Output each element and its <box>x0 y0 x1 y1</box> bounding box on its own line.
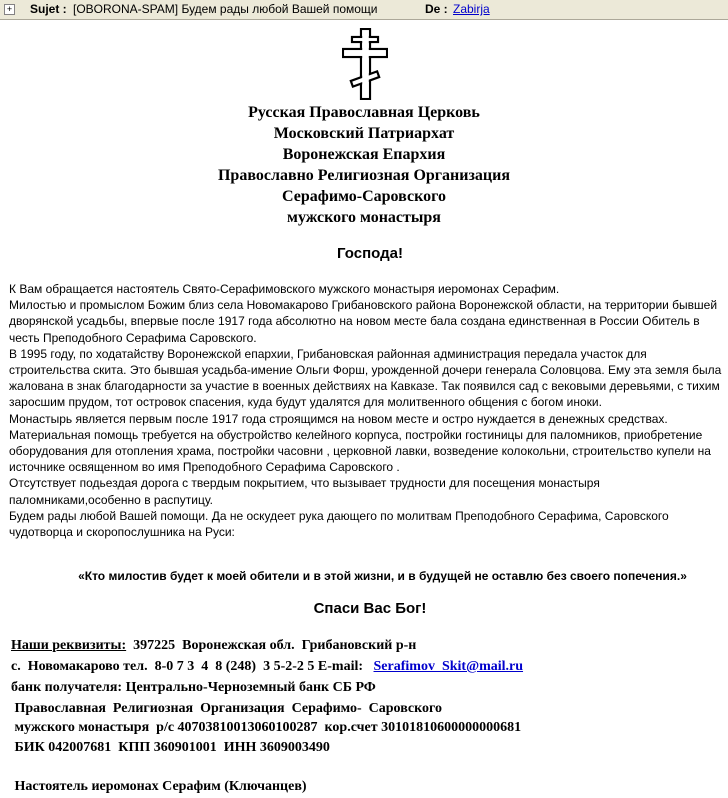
requisites-address: 397225 Воронежская обл. Грибановский р-н <box>126 638 417 653</box>
letter-body <box>9 281 724 540</box>
org-line: Русская Православная Церковь <box>248 104 480 121</box>
greeting-heading: Господа! <box>337 245 403 262</box>
requisites-line-2 <box>11 659 523 675</box>
signature: Настоятель иеромонах Серафим (Ключанцев) <box>11 779 307 794</box>
quote-text: «Кто милостив будет к моей обители и в этой жизни, и в будущей не оставлю без своего попечения.» <box>78 569 687 583</box>
subject-text: [OBORONA-SPAM] Будем рады любой Вашей помощи <box>73 2 378 16</box>
expand-icon[interactable]: + <box>4 4 15 15</box>
email-link[interactable]: Serafimov_Skit@mail.ru <box>373 659 524 674</box>
subject-label: Sujet : <box>30 2 67 16</box>
paragraph: К Вам обращается настоятель Свято-Серафимовского мужского монастыря иеромонах Серафим. <box>9 282 560 296</box>
org-line: Православно Религиозная Организация <box>217 167 511 184</box>
org-line: Московский Патриархат <box>273 125 455 142</box>
requisites-line-1 <box>11 638 416 654</box>
paragraph: Милостью и промыслом Божим близ села Новомакарово Грибановского района Воронежской области, на территории бывшей дворянской усадьбы, впервые после 1917 года абсолютно на новом месте бала создана единственная в России Обитель в честь Преподобного Серафима Саровского. <box>9 298 718 345</box>
paragraph: Монастырь является первым после 1917 года строящимся на новом месте и остро нуждается в денежных средствах. <box>9 411 668 426</box>
paragraph: Будем рады любой Вашей помощи. Да не оскудеет рука дающего по молитвам Преподобного Серафима, Саровского чудотворца и скоропослушника на Руси: <box>9 508 669 540</box>
requisites-org: Православная Религиозная Организация Серафимо- Саровского <box>11 701 443 716</box>
requisites-phone: с. Новомакарово тел. 8-0 7 3 4 8 (248) 3 5-2-2 5 E-mail: <box>11 659 374 674</box>
sender-link[interactable]: Zabirja <box>453 2 490 16</box>
org-line: Воронежская Епархия <box>282 146 446 163</box>
org-line: Серафимо-Саровского <box>282 188 446 205</box>
requisites-bank: банк получателя: Центрально-Черноземный банк СБ РФ <box>11 680 376 695</box>
requisites-label: Наши реквизиты: <box>11 638 127 653</box>
orthodox-cross-icon <box>342 28 388 100</box>
requisites-account: мужского монастыря р/с 40703810013060100287 кор.счет 30101810600000000681 <box>11 720 522 735</box>
paragraph: Материальная помощь требуется на обустройство келейного корпуса, постройки гостиницы для паломников, приобретение оборудования для отопления храма, постройки часовни , церковной лавки, возведение колокольни, строительство купели на источнике освященном во имя Преподобного Серафима Саровского . <box>9 427 711 475</box>
thanks-heading: Спаси Вас Бог! <box>313 600 427 617</box>
from-label: De : <box>425 2 448 16</box>
requisites-codes: БИК 042007681 КПП 360901001 ИНН 3609003490 <box>11 740 330 755</box>
paragraph: Отсутствует подьездая дорога с твердым покрытием, что вызывает трудности для посещения монастыря паломниками,особенно в распутицу. <box>9 476 600 507</box>
org-line: мужского монастыря <box>287 209 441 226</box>
paragraph: В 1995 году, по ходатайству Воронежской епархии, Грибановская районная администрация передала участок для строительства скита. Это бывшая усадьба-имение Ольги Форш, урожденной дочери генерала Соловцова. Ему эта земля была жалована в знак благодарности за участие в военных действиях на Кавказе. Так появился сад с вековыми деревьями, с тихим заросшим прудом, тот островок спасения, куда будут удалятся для молитвенного общения с богом иноки. <box>9 346 722 410</box>
message-header-bar <box>0 0 728 20</box>
